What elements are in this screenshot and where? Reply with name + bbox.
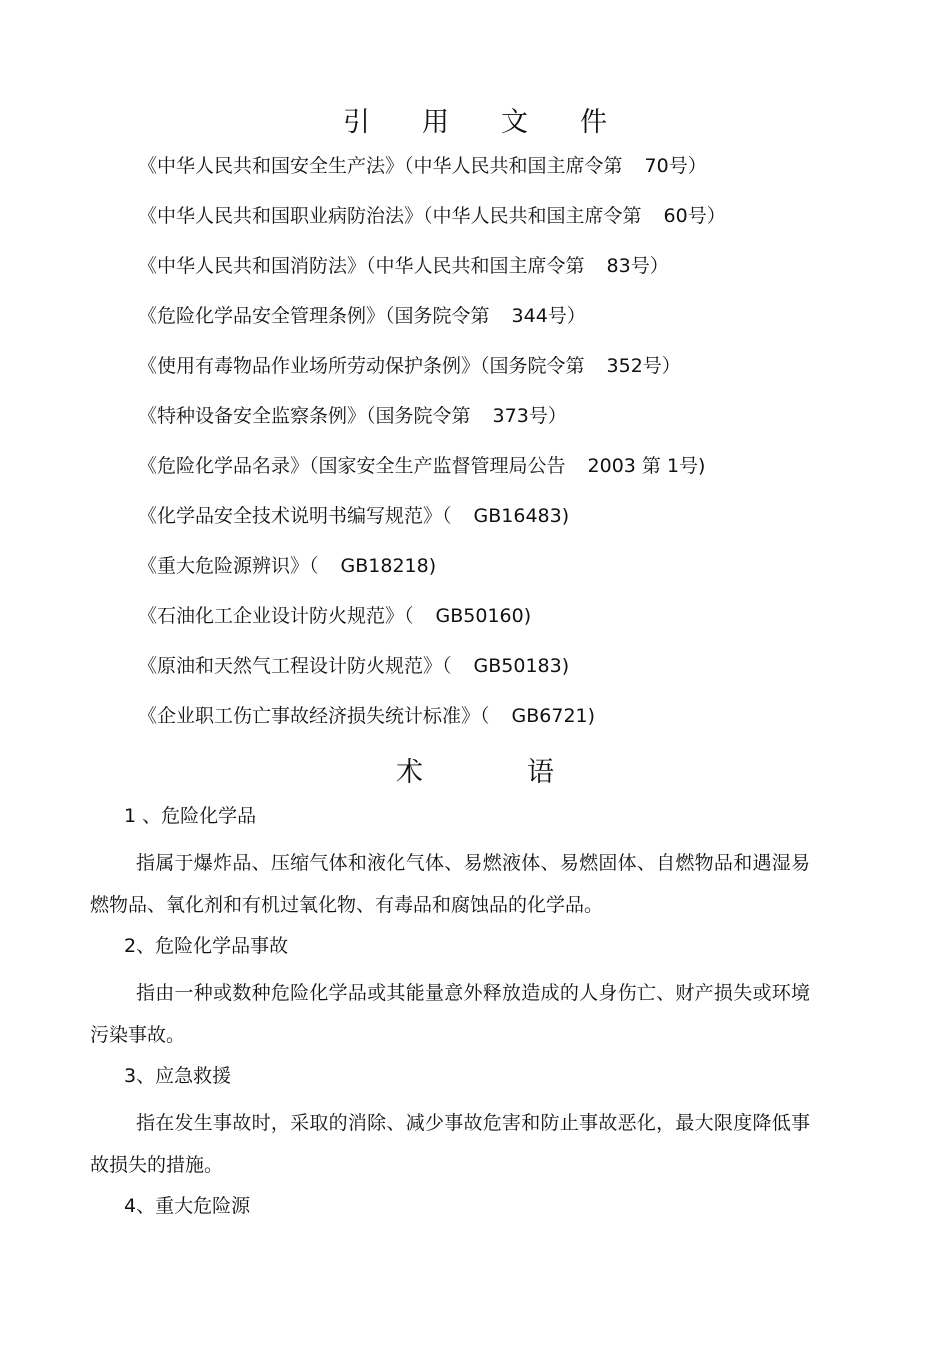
title-char: 文	[501, 107, 528, 138]
reference-item: 《中华人民共和国消防法》（中华人民共和国主席令第 83号）	[138, 255, 669, 277]
title-char: 引	[343, 107, 370, 138]
terms-title	[0, 750, 950, 789]
title-char: 语	[527, 757, 554, 788]
reference-item: 《化学品安全技术说明书编写规范》（ GB16483)	[138, 505, 570, 527]
title-char: 件	[580, 107, 607, 138]
title-char: 术	[396, 757, 423, 788]
reference-item: 《中华人民共和国安全生产法》（中华人民共和国主席令第 70号）	[138, 155, 707, 177]
title-char: 用	[422, 107, 449, 138]
reference-item: 《原油和天然气工程设计防火规范》（ GB50183)	[138, 655, 570, 677]
reference-item: 《使用有毒物品作业场所劳动保护条例》（国务院令第 352号）	[138, 355, 681, 377]
term-definition: 指由一种或数种危险化学品或其能量意外释放造成的人身伤亡、财产损失或环境污染事故。	[90, 982, 810, 1046]
term-heading: 3、应急救援	[124, 1065, 232, 1087]
reference-item: 《危险化学品安全管理条例》（国务院令第 344号）	[138, 305, 586, 327]
terms-section	[90, 800, 810, 1232]
term-definition: 指属于爆炸品、压缩气体和液化气体、易燃液体、易燃固体、自燃物品和遇湿易燃物品、氧化剂和有机过氧化物、有毒品和腐蚀品的化学品。	[90, 852, 810, 916]
term-definition: 指在发生事故时，采取的消除、减少事故危害和防止事故恶化，最大限度降低事故损失的措施。	[90, 1112, 810, 1176]
references-title	[0, 100, 950, 139]
reference-item: 《危险化学品名录》（国家安全生产监督管理局公告 2003 第 1号)	[138, 455, 706, 477]
reference-item: 《中华人民共和国职业病防治法》（中华人民共和国主席令第 60号）	[138, 205, 726, 227]
reference-item: 《企业职工伤亡事故经济损失统计标准》（ GB6721)	[138, 705, 596, 727]
reference-item: 《特种设备安全监察条例》（国务院令第 373号）	[138, 405, 567, 427]
reference-list	[138, 150, 726, 750]
reference-item: 《石油化工企业设计防火规范》（ GB50160)	[138, 605, 532, 627]
term-heading: 2、危险化学品事故	[124, 935, 289, 957]
term-heading: 1 、危险化学品	[124, 805, 257, 827]
term-heading: 4、重大危险源	[124, 1195, 251, 1217]
reference-item: 《重大危险源辨识》（ GB18218)	[138, 555, 437, 577]
